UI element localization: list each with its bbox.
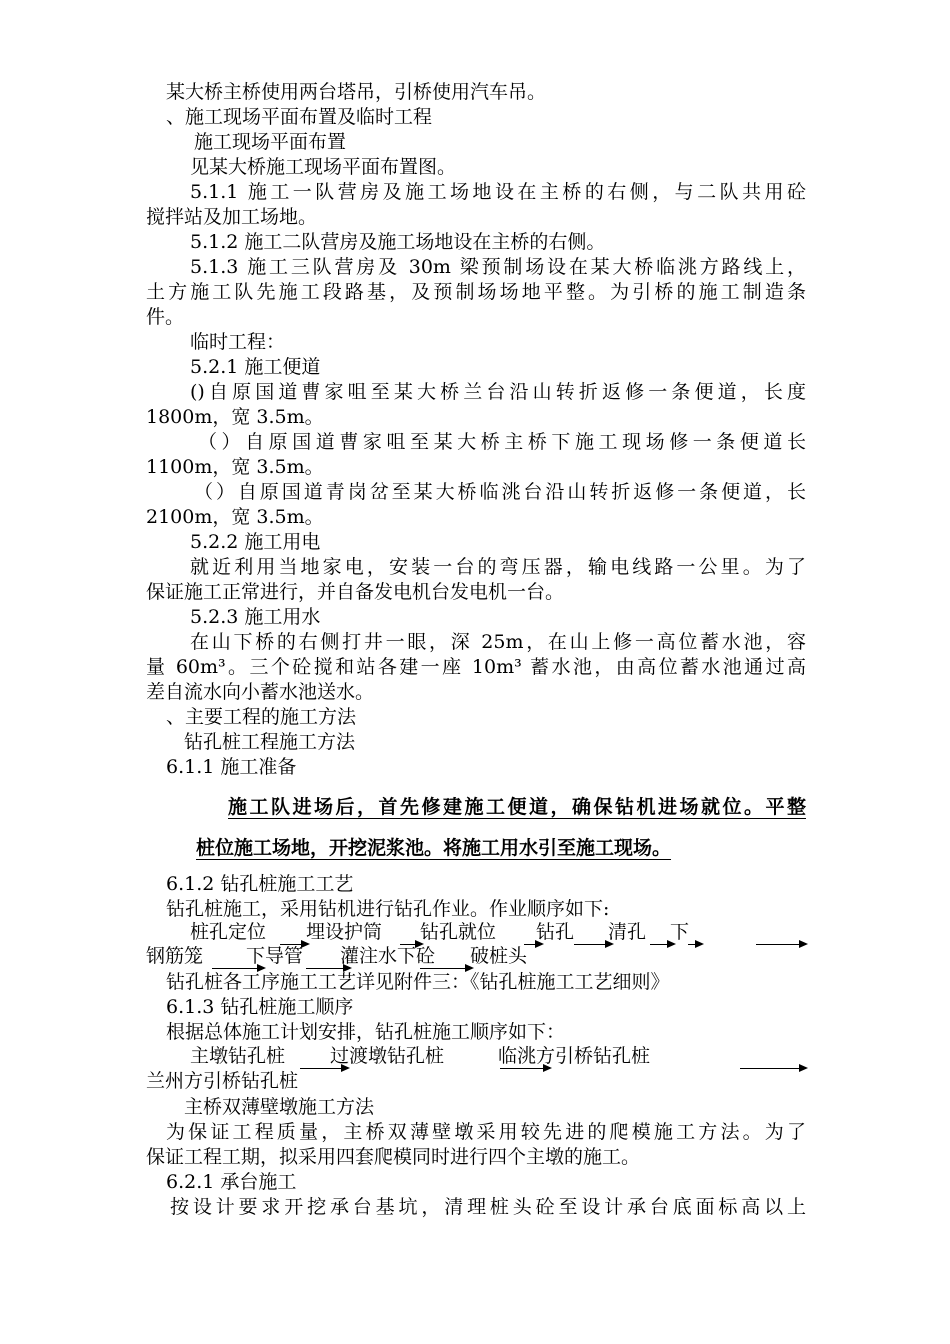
flow-step: 钻孔: [536, 921, 575, 943]
text-line: 根据总体施工计划安排，钻孔桩施工顺序如下：: [166, 1021, 566, 1043]
section-heading: 、施工现场平面布置及临时工程: [166, 106, 433, 128]
subsection-heading: 5.2.3 施工用水: [190, 606, 321, 628]
text-line: 5.1.3 施工三队营房及 30m 梁预制场设在某大桥临洮方路线上，: [190, 256, 806, 278]
flow-step: 过渡墩钻孔桩: [330, 1045, 445, 1067]
text-line: 量 60m³。三个砼搅和站各建一座 10m³ 蓄水池，由高位蓄水池通过高: [146, 656, 806, 678]
flow-step: 钢筋笼: [146, 945, 204, 967]
text-line: 为保证工程质量，主桥双薄壁墩采用较先进的爬模施工方法。为了: [166, 1121, 806, 1143]
text-line: 保证工程工期，拟采用四套爬模同时进行四个主墩的施工。: [146, 1146, 641, 1168]
subsection-heading: 6.2.1 承台施工: [166, 1171, 297, 1193]
subsection-heading: 临时工程：: [190, 331, 286, 353]
text-line: 保证施工正常进行，并自备发电机台发电机一台。: [146, 581, 565, 603]
flow-step: 清孔: [608, 921, 647, 943]
flow-step: 埋设护筒: [306, 921, 383, 943]
text-line: 某大桥主桥使用两台塔吊，引桥使用汽车吊。: [166, 81, 547, 103]
bold-text-line: 桩位施工场地，开挖泥浆池。将施工用水引至施工现场。: [196, 837, 672, 859]
text-line: 搅拌站及加工场地。: [146, 206, 318, 228]
subsection-heading: 施工现场平面布置: [194, 131, 347, 153]
flow-step: 主墩钻孔桩: [190, 1045, 286, 1067]
flow-step: 钻孔就位: [420, 921, 497, 943]
flow-step: 灌注水下砼: [340, 945, 436, 967]
flow-step: 临洮方引桥钻孔桩: [498, 1045, 651, 1067]
text-line: （）自原国道青岗岔至某大桥临洮台沿山转折返修一条便道，长: [194, 481, 806, 503]
subsection-heading: 6.1.2 钻孔桩施工工艺: [166, 873, 354, 895]
text-line: （）自原国道曹家咀至某大桥主桥下施工现场修一条便道长: [198, 431, 806, 453]
flow-arrow: [574, 944, 612, 945]
flow-step: 桩孔定位: [190, 921, 267, 943]
subsection-heading: 6.1.1 施工准备: [166, 756, 297, 778]
text-line: 就近利用当地家电，安装一台的弯压器，输电线路一公里。为了: [190, 556, 806, 578]
subsection-heading: 钻孔桩工程施工方法: [184, 731, 356, 753]
flow-arrow: [524, 944, 542, 945]
text-line: ()自原国道曹家咀至某大桥兰台沿山转折返修一条便道，长度: [190, 381, 806, 403]
flow-step: 下: [670, 921, 690, 943]
text-line: 件。: [146, 306, 185, 328]
text-line: 钻孔桩施工，采用钻机进行钻孔作业。作业顺序如下:: [166, 898, 610, 920]
flow-arrow: [306, 968, 350, 969]
text-line: 2100m，宽 3.5m。: [146, 506, 324, 528]
flow-step: 破桩头: [470, 945, 528, 967]
text-line: 5.1.2 施工二队营房及施工场地设在主桥的右侧。: [190, 231, 606, 253]
section-heading: 、主要工程的施工方法: [166, 706, 357, 728]
subsection-heading: 6.1.3 钻孔桩施工顺序: [166, 996, 354, 1018]
text-line: 5.1.1 施工一队营房及施工场地设在主桥的右侧，与二队共用砼: [190, 181, 806, 203]
text-line: 在山下桥的右侧打井一眼，深 25m，在山上修一高位蓄水池，容: [190, 631, 806, 653]
flow-arrow: [400, 944, 422, 945]
flow-arrow: [212, 968, 264, 969]
text-line: 1100m，宽 3.5m。: [146, 456, 324, 478]
flow-step: 下导管: [246, 945, 304, 967]
flow-arrow: [420, 968, 472, 969]
text-line: 见某大桥施工现场平面布置图。: [190, 156, 457, 178]
subsection-heading: 5.2.2 施工用电: [190, 531, 321, 553]
text-line: 按设计要求开挖承台基坑，清理桩头砼至设计承台底面标高以上: [170, 1196, 806, 1218]
flow-arrow: [756, 944, 806, 945]
text-line: 差自流水向小蓄水池送水。: [146, 681, 375, 703]
text-line: 兰州方引桥钻孔桩: [146, 1070, 299, 1092]
subsection-heading: 主桥双薄壁墩施工方法: [184, 1096, 375, 1118]
bold-text-line: 施工队进场后，首先修建施工便道，确保钻机进场就位。平整: [228, 796, 806, 818]
flow-arrow: [688, 944, 702, 945]
subsection-heading: 5.2.1 施工便道: [190, 356, 321, 378]
flow-arrow: [650, 944, 674, 945]
text-line: 钻孔桩各工序施工工艺详见附件三：《钻孔桩施工工艺细则》: [166, 971, 670, 993]
flow-arrow: [280, 944, 308, 945]
text-line: 1800m，宽 3.5m。: [146, 406, 324, 428]
text-line: 土方施工队先施工段路基，及预制场场地平整。为引桥的施工制造条: [146, 281, 806, 303]
